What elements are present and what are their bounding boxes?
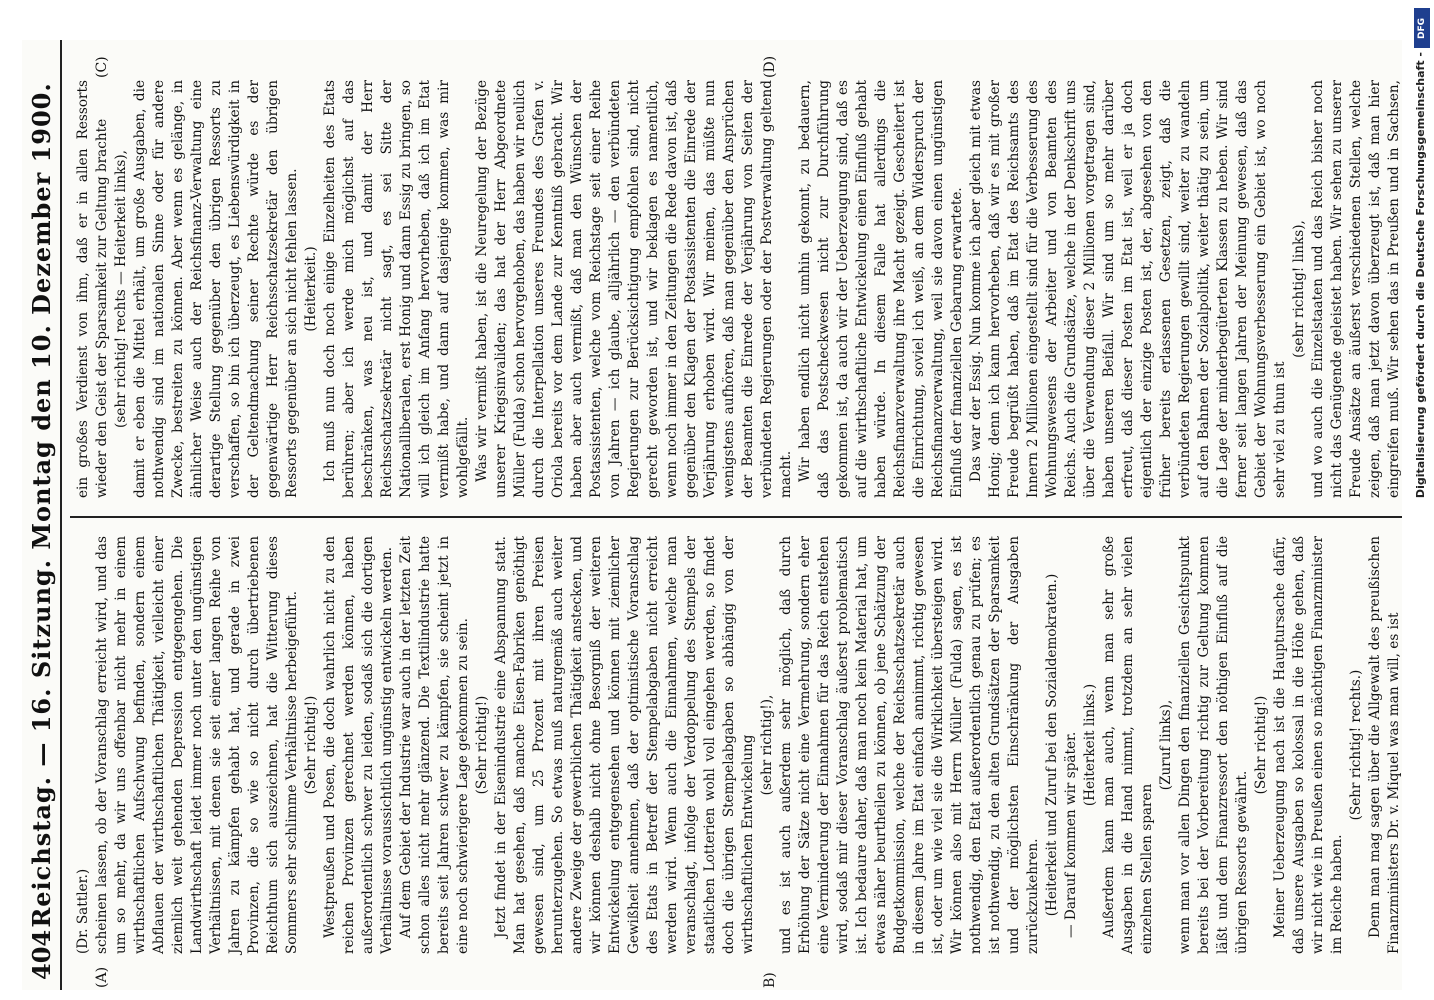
- paragraph: (sehr richtig!),: [759, 694, 775, 796]
- paragraph: Auf dem Gebiet der Industrie war auch in der letzten Zeit schon alles nicht mehr glänzend. Die Textilindustrie hatte bereits seit Jahren schwer zu kämpfen, sie scheint jetzt in eine noch schwierigere Lage gekommen zu sein.: [398, 536, 471, 954]
- page-header: [22, 40, 62, 990]
- margin-marker-c: (C): [94, 56, 110, 78]
- paragraph: und es ist auch außerdem sehr möglich, daß durch Erhöhung der Sätze nicht eine Vermehrung, sondern eher eine Verminderung der Einnahmen für das Reich entstehen wird, sodaß mir dieser Voranschlag äußerst problematisch ist. Ich bedaure daher, daß man noch kein Material hat, um etwas näher beurtheilen zu können, ob jene Schätzung der Budgetkommission, welche der Reichsschatzsekretär auch in diesem Jahre im Etat einfach annimmt, richtig gewesen ist, oder um wie viel sie die Wirklichkeit übersteigen wird. Wir können also mit Herrn Müller (Fulda) sagen, es ist nothwendig, den Etat außerordentlich genau zu prüfen; es ist nothwendig, zu den alten Grundsätzen der Sparsamkeit und der möglichsten Einschränkung der Ausgaben zurückzukehren.: [778, 536, 1041, 954]
- page-title: Reichstag. — 16. Sitzung. Montag den 10. Dezember 1900.: [27, 82, 56, 928]
- digitization-credit: [1412, 8, 1432, 988]
- paragraph: (sehr richtig! rechts — Heiterkeit links),: [113, 150, 129, 428]
- paragraph: (Sehr richtig!): [303, 695, 319, 795]
- paragraph: damit er eben die Mittel erhält, um große Ausgaben, die nothwendig sind im nationalen Sinne oder für andere Zwecke, bestreiten zu können. Aber wenn es gelänge, in ähnlicher Weise auch der Reichsfinanz-Verwaltung eine derartige Stellung gegenüber den übrigen Ressorts zu verschaffen, so bin ich überzeugt, es Liebenswürdigkeit in der Geltendmachung seiner Rechte würde es der gegenwärtige Herr Reichsschatzsekretär den übrigen Ressorts gegenüber an sich nicht fehlen lassen.: [132, 80, 300, 498]
- newspaper-page: [22, 40, 1402, 990]
- paragraph: ein großes Verdienst von ihm, daß er in allen Ressorts wieder den Geist der Sparsamkeit zur Geltung brachte: [75, 80, 110, 498]
- paragraph: (Sehr richtig!): [474, 695, 490, 795]
- margin-marker-a: (A): [94, 966, 110, 988]
- paragraph: (Heiterkeit und Zuruf bei den Sozialdemokraten.): [1044, 573, 1060, 917]
- paragraph: (Heiterkeit links.): [1082, 683, 1098, 807]
- margin-marker-b: B): [762, 972, 778, 988]
- paragraph: (Sehr richtig!): [1253, 695, 1269, 795]
- credit-text: Digitalisierung gefördert durch die Deutsche Forschungsgemeinschaft -: [1414, 52, 1427, 499]
- paragraph: Ich muß nun doch noch einige Einzelheiten des Etats berühren; aber ich werde mich möglichst auf das beschränken, was neu ist, und damit der Herr Reichsschatzsekretär nicht sagt, es sei Sitte der Nationalliberalen, erst Honig und dann Essig zu bringen, so will ich gleich im Anfang hervorheben, daß ich im Etat vermißt habe, und dann auf dasjenige kommen, was mir wohlgefällt.: [322, 80, 471, 498]
- margin-marker-d: (D): [762, 55, 778, 78]
- paragraph: Jetzt findet in der Eisenindustrie eine Abspannung statt. Man hat gesehen, daß manche Eisen-Fabriken genöthigt gewesen sind, um 25 Prozent mit ihren Preisen herunterzugehen. So etwas muß naturgemäß auch weiter andere Zweige der gewerblichen Thätigkeit anstecken, und wir können deshalb nicht ohne Besorgniß der weiteren Entwickelung entgegensehen und können mit ziemlicher Gewißheit annehmen, daß der optimistische Voranschlag des Etats in Betreff der Stempelabgaben nicht erreicht werden wird. Wenn auch die Einnahmen, welche man veranschlagt, infolge der Verdoppelung des Stempels der staatlichen Lotterien wohl voll eingehen werden, so findet doch die übrigen Stempelabgaben so abhängig von der wirthschaftlichen Entwickelung: [493, 536, 756, 954]
- paragraph: wenn man vor allen Dingen den finanziellen Gesichtspunkt bereits bei der Vorbereitung richtig zur Geltung kommen läßt und dem Finanzressort den nöthigen Einfluß auf die übrigen Ressorts gewährt.: [1177, 536, 1250, 954]
- paragraph: — Darauf kommen wir später.: [1063, 731, 1079, 938]
- paragraph: Außerdem kann man auch, wenn man sehr große Ausgaben in die Hand nimmt, trotzdem an sehr vielen einzelnen Stellen sparen: [1101, 536, 1155, 954]
- paragraph: (Zuruf links),: [1158, 699, 1174, 791]
- column-divider: [70, 516, 1402, 518]
- paragraph: (Dr. Sattler.): [75, 868, 91, 954]
- paragraph: Was wir vermißt haben, ist die Neuregelung der Bezüge unserer Kriegsinvaliden; das hat der Herr Abgeordnete Müller (Fulda) schon hervorgehoben, das haben wir neulich durch die Interpellation unseres Freundes des Grafen v. Oriola bereits vor dem Lande zur Kenntniß gebracht. Wir haben aber auch vermißt, daß man den Wünschen der Postassistenten, welche vom Reichstage seit einer Reihe von Jahren — ich glaube, alljährlich — den verbündeten Regierungen zur Berücksichtigung empfohlen sind, nicht gerecht geworden ist, und wir beklagen es namentlich, wenn noch immer in den Zeitungen die Rede davon ist, daß gegenüber den Klagen der Postassistenten die Einrede der Verjährung erhoben wird. Wir meinen, das müßte nun wenigstens aufhören, daß man gegenüber den Ansprüchen der Beamten die Einrede der Verjährung von Seiten der verbündeten Regierungen oder der Postverwaltung geltend macht.: [474, 80, 794, 498]
- page-number: 404: [27, 929, 56, 980]
- paragraph: Meiner Ueberzeugung nach ist die Hauptursache dafür, daß unsere Ausgaben so kolossal in die Höhe gehen, daß wir nicht wie in Preußen einen so mächtigen Finanzminister im Reiche haben.: [1272, 536, 1345, 954]
- paragraph: (sehr richtig! links),: [1291, 220, 1307, 358]
- right-column: [74, 50, 1402, 498]
- paragraph: Denn man mag sagen über die Allgewalt des preußischen Finanzministers Dr. v. Miquel was man will, es ist: [1367, 536, 1402, 954]
- paragraph: Wir haben endlich nicht umhin gekonnt, zu bedauern, daß das Postscheckwesen nicht zur Durchführung gekommen ist, da auch wir der Ueberzeugung sind, daß es auf die wirthschaftliche Entwickelung einen Einfluß gehabt haben würde. In diesem Falle hat allerdings die Reichsfinanzverwaltung ihre Macht gezeigt. Gescheitert ist die Einrichtung, soviel ich weiß, an dem Widerspruch der Reichsfinanzverwaltung, weil sie davon einen ungünstigen Einfluß der finanziellen Gebarung erwartete.: [797, 80, 965, 498]
- left-column: [74, 536, 1402, 984]
- dfg-logo: DFG: [1414, 8, 1430, 48]
- paragraph: (Sehr richtig! rechts.): [1348, 669, 1364, 821]
- paragraph: Das war der Essig. Nun komme ich aber gleich mit etwas Honig; denn ich kann hervorheben, daß wir es mit großer Freude begrüßt haben, daß im Etat des Reichsamts des Innern 2 Millionen eingestellt sind für die Verbesserung des Wohnungswesens der Arbeiter und von Beamten des Reichs. Auch die Grundsätze, welche in der Denkschrift uns über die Verwendung dieser 2 Millionen vorgetragen sind, haben unseren Beifall. Wir sind um so mehr darüber erfreut, daß dieser Posten im Etat ist, weil er ja doch eigentlich der einzige Posten ist, der, abgesehen von den früher bereits erlassenen Gesetzen, zeigt, daß die verbündeten Regierungen gewillt sind, weiter zu wandeln auf den Bahnen der Sozialpolitik, weiter thätig zu sein, um die Lage der minderbegüterten Klassen zu heben. Wir sind ferner seit langen Jahren der Meinung gewesen, daß das Gebiet der Wohnungsverbesserung ein Gebiet ist, wo noch sehr viel zu thun ist: [968, 80, 1288, 498]
- paragraph: und wo auch die Einzelstaaten und das Reich bisher noch nicht das Genügende geleistet haben. Wir sehen zu unserer Freude Ansätze an äußerst verschiedenen Stellen, welche zeigen, daß man jetzt davon überzeugt ist, daß man hier eingreifen muß. Wir sehen das in Preußen und in Sachsen,: [1310, 80, 1402, 498]
- paragraph: (Heiterkeit.): [303, 246, 319, 332]
- paragraph: scheinen lassen, ob der Voranschlag erreicht wird, und das um so mehr, da wir uns offenbar nicht mehr in einem wirthschaftlichen Aufschwung befinden, sondern einem Abflauen der wirthschaftlichen Thätigkeit, vielleicht einer ziemlich weit gehenden Depression entgegengehen. Die Landwirthschaft leidet immer noch unter den ungünstigen Verhältnissen, mit denen sie seit einer langen Reihe von Jahren zu kämpfen gehabt hat, und gerade in zwei Provinzen, die so wie so nicht durch übertriebenen Reichthum sich auszeichnen, hat die Witterung dieses Sommers sehr schlimme Verhältnisse herbeigeführt.: [94, 536, 300, 954]
- paragraph: Westpreußen und Posen, die doch wahrlich nicht zu den reichen Provinzen gerechnet werden können, haben außerordentlich schwer zu leiden, sodaß sich die dortigen Verhältnisse voraussichtlich ungünstig entwickeln werden.: [322, 536, 395, 954]
